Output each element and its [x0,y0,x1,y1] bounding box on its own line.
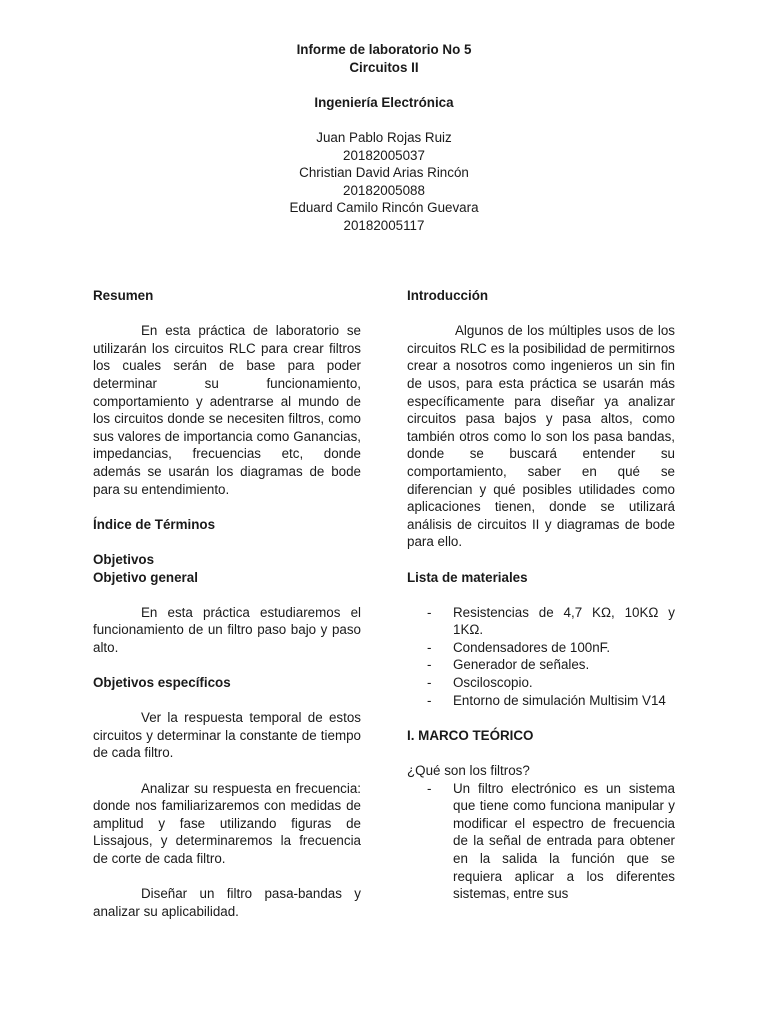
indice-heading: Índice de Términos [93,516,216,532]
objetivo-especifico-paragraph: Analizar su respuesta en frecuencia: donde nos familiarizaremos con medidas de amplitud y fase utilizando figuras de Lissajous, y determinaremos la frecuencia de corte de cada filtro. [93,780,361,866]
author-name: Eduard Camilo Rincón Guevara [289,200,479,216]
report-title: Informe de laboratorio No 5 [296,42,472,57]
filtros-question: ¿Qué son los filtros? [407,763,530,779]
list-item: - Generador de señales. [427,657,590,673]
objetivo-especifico-paragraph: Diseñar un filtro pasa-bandas y analizar su aplicabilidad. [93,886,361,919]
materiales-heading: Lista de materiales [407,569,528,585]
list-item: - Condensadores de 100nF. [427,639,611,655]
author-name: Juan Pablo Rojas Ruiz [316,129,452,145]
resumen-paragraph: En esta práctica de laboratorio se utilizarán los circuitos RLC para crear filtros los cuales serán de base para poder determinar su funcionamiento, comportamiento y adentrarse al mundo de los circuitos donde se necesiten filtros, como sus valores de importancia como Ganancias, impedancias, frecuencias etc, donde además se usarán los diagramas de bode para su entendimiento. [93,323,361,497]
introduccion-paragraph: Algunos de los múltiples usos de los circuitos RLC es la posibilidad de permitirnos crear a nosotros como ingenieros un sin fin de usos, para esta práctica se usarán más específicamente para diseñar ya analizar circuitos pasa bajos y pasa altos, como también otros como lo son los pasa bandas, donde se buscará entender su comportamiento, saber en qué se diferencian y qué posibles utilidades como aplicaciones tienen, donde se utilizará análisis de circuitos II y diagramas de bode para ello. [407,323,675,550]
resumen-heading: Resumen [93,288,154,303]
program-name: Ingeniería Electrónica [314,94,454,110]
author-id: 20182005037 [343,147,425,163]
author-id: 20182005117 [343,217,425,233]
materiales-list [407,604,675,710]
report-header [0,41,768,235]
list-item: - Entorno de simulación Multisim V14 [427,692,666,708]
objetivo-general-heading: Objetivo general [93,569,198,585]
author-id: 20182005088 [343,182,425,198]
list-item: - Osciloscopio. [427,675,533,691]
list-item: - Resistencias de 4,7 KΩ, 10KΩ y 1KΩ. [427,604,675,638]
filtros-list [407,780,675,903]
introduccion-heading: Introducción [407,288,489,303]
author-name: Christian David Arias Rincón [299,165,469,181]
course-name: Circuitos II [349,59,419,75]
marco-teorico-heading: I. MARCO TEÓRICO [407,727,534,743]
objetivo-especifico-paragraph: Ver la respuesta temporal de estos circuitos y determinar la constante de tiempo de cada filtro. [93,710,361,761]
list-item: - Un filtro electrónico es un sistema que tiene como funciona manipular y modificar el espectro de frecuencia de la señal de entrada para obtener en la salida la función que se requiera aplicar a los diferentes sistemas, entre sus [427,780,675,902]
objetivos-heading: Objetivos [93,551,155,567]
left-column [93,287,361,920]
objetivo-general-paragraph: En esta práctica estudiaremos el funcionamiento de un filtro paso bajo y paso alto. [93,604,361,655]
objetivos-especificos-heading: Objetivos específicos [93,675,231,691]
right-column [407,287,675,903]
